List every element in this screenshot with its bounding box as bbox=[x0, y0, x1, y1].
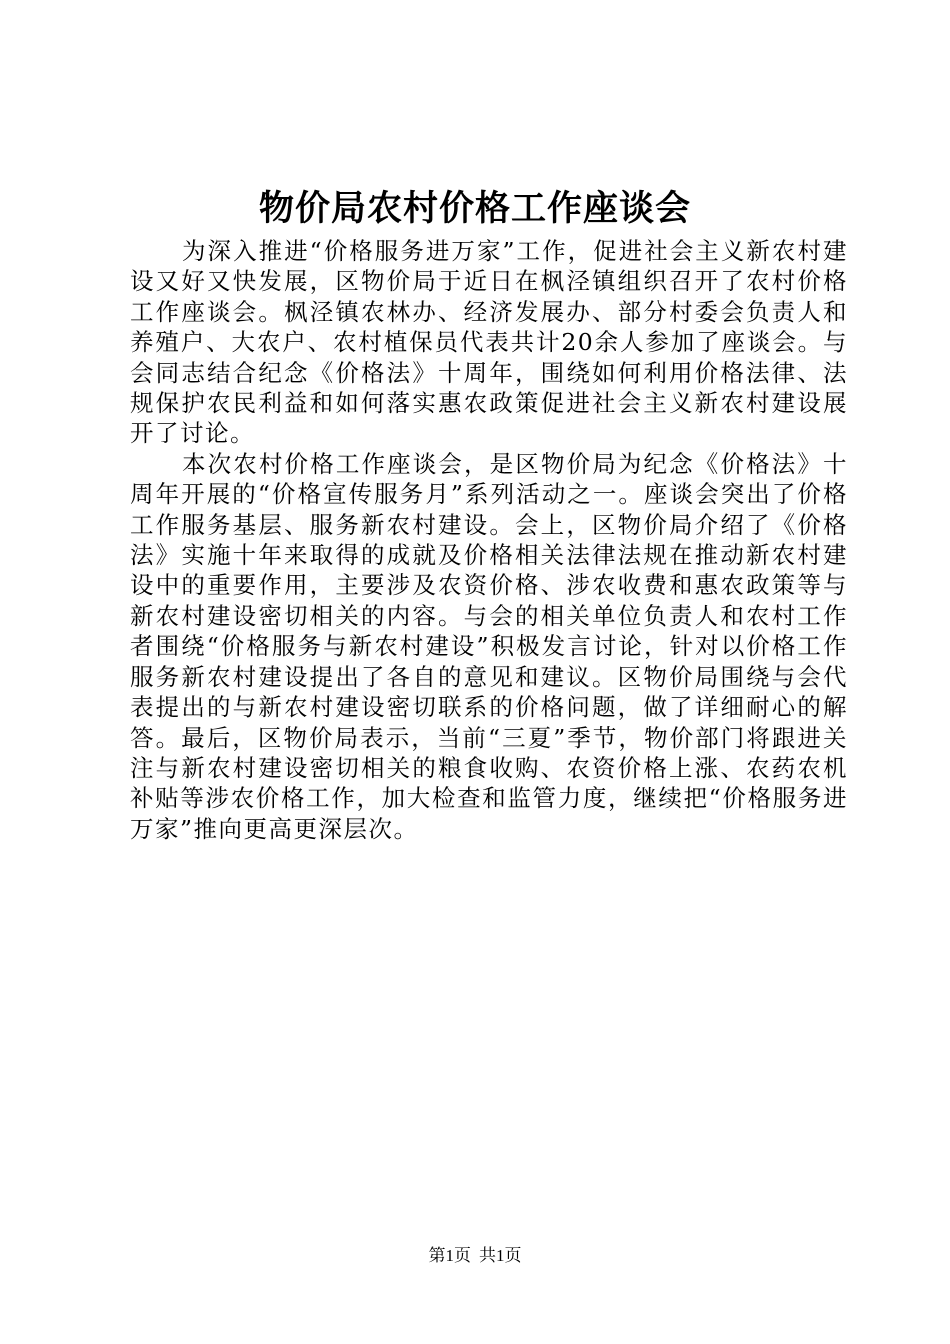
paragraph-1: 为深入推进“价格服务进万家”工作，促进社会主义新农村建设又好又快发展，区物价局于近日在枫泾镇组织召开了农村价格工作座谈会。枫泾镇农林办、经济发展办、部分村委会负责人和养殖户、大农户、农村植保员代表共计20余人参加了座谈会。与会同志结合纪念《价格法》十周年，围绕如何利用价格法律、法规保护农民利益和如何落实惠农政策促进社会主义新农村建设展开了讨论。 bbox=[130, 237, 848, 448]
page-number-current: 第1页 bbox=[428, 1246, 471, 1265]
page-number-total: 共1页 bbox=[479, 1246, 522, 1265]
paragraph-2: 本次农村价格工作座谈会，是区物价局为纪念《价格法》十周年开展的“价格宣传服务月”系列活动之一。座谈会突出了价格工作服务基层、服务新农村建设。会上，区物价局介绍了《价格法》实施十年来取得的成就及价格相关法律法规在推动新农村建设中的重要作用，主要涉及农资价格、涉农收费和惠农政策等与新农村建设密切相关的内容。与会的相关单位负责人和农村工作者围绕“价格服务与新农村建设”积极发言讨论，针对以价格工作服务新农村建设提出了各自的意见和建议。区物价局围绕与会代表提出的与新农村建设密切联系的价格问题，做了详细耐心的解答。最后，区物价局表示，当前“三夏”季节，物价部门将跟进关注与新农村建设密切相关的粮食收购、农资价格上涨、农药农机补贴等涉农价格工作，加大检查和监管力度，继续把“价格服务进万家”推向更高更深层次。 bbox=[130, 449, 848, 843]
document-title: 物价局农村价格工作座谈会 bbox=[258, 188, 691, 229]
document-body bbox=[130, 236, 848, 844]
page-footer bbox=[0, 1245, 950, 1267]
